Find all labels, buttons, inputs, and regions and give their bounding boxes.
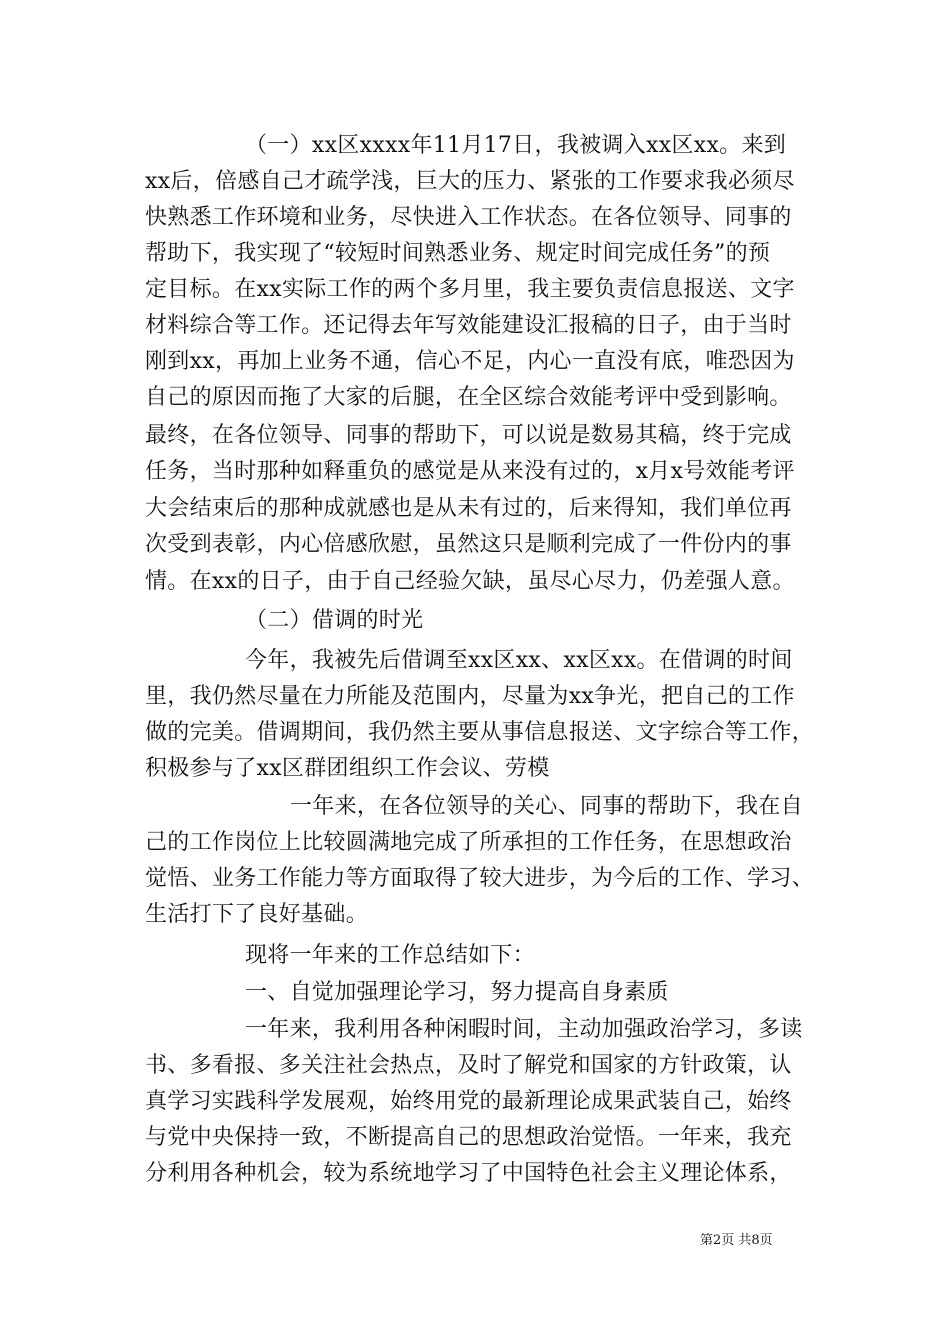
text-line-6: 材料综合等工作。还记得去年写效能建设汇报稿的日子，由于当时 <box>145 313 792 338</box>
text-line-15: 今年，我被先后借调至xx区xx、xx区xx。在借调的时间 <box>245 648 793 673</box>
text-line-5: 定目标。在xx实际工作的两个多月里，我主要负责信息报送、文字 <box>145 277 795 302</box>
text-line-18: 积极参与了xx区群团组织工作会议、劳模 <box>145 756 550 781</box>
text-line-12: 次受到表彰，内心倍感欣慰，虽然这只是顺利完成了一件份内的事 <box>145 532 792 557</box>
text-line-27: 真学习实践科学发展观，始终用党的最新理论成果武装自己，始终 <box>145 1089 792 1114</box>
section-heading-2: （二）借调的时光 <box>245 608 424 633</box>
text-line-20: 己的工作岗位上比较圆满地完成了所承担的工作任务，在思想政治 <box>145 830 792 855</box>
text-line-3: 快熟悉工作环境和业务，尽快进入工作状态。在各位领导、同事的 <box>145 205 792 230</box>
text-line-2: xx后，倍感自己才疏学浅，巨大的压力、紧张的工作要求我必须尽 <box>145 169 795 194</box>
text-line-4: 帮助下，我实现了“较短时间熟悉业务、规定时间完成任务”的预 <box>145 241 771 266</box>
text-line-16: 里，我仍然尽量在力所能及范围内，尽量为xx争光，把自己的工作 <box>145 684 795 709</box>
text-line-28: 与党中央保持一致，不断提高自己的思想政治觉悟。一年来，我充 <box>145 1125 792 1150</box>
section-heading-one: 一、自觉加强理论学习，努力提高自身素质 <box>245 980 669 1005</box>
text-line-25: 一年来，我利用各种闲暇时间，主动加强政治学习，多读 <box>245 1017 803 1042</box>
text-line-10: 任务，当时那种如释重负的感觉是从来没有过的，x月x号效能考评 <box>145 459 795 484</box>
text-line-1: （一）xx区xxxx年11月17日，我被调入xx区xx。来到 <box>245 133 787 158</box>
text-line-22: 生活打下了良好基础。 <box>145 902 369 927</box>
text-line-11: 大会结束后的那种成就感也是从未有过的，后来得知，我们单位再 <box>145 496 792 521</box>
text-line-13: 情。在xx的日子，由于自己经验欠缺，虽尽心尽力，仍差强人意。 <box>145 569 795 594</box>
page-number: 第2页 共8页 <box>700 1233 773 1248</box>
text-line-19: 一年来，在各位领导的关心、同事的帮助下，我在自 <box>290 794 803 819</box>
text-line-17: 做的完美。借调期间，我仍然主要从事信息报送、文字综合等工作， <box>145 720 815 745</box>
text-line-23: 现将一年来的工作总结如下： <box>245 943 535 968</box>
text-line-29: 分利用各种机会，较为系统地学习了中国特色社会主义理论体系， <box>145 1161 792 1186</box>
text-line-8: 自己的原因而拖了大家的后腿，在全区综合效能考评中受到影响。 <box>145 385 792 410</box>
text-line-26: 书、多看报、多关注社会热点，及时了解党和国家的方针政策，认 <box>145 1053 792 1078</box>
text-line-9: 最终，在各位领导、同事的帮助下，可以说是数易其稿，终于完成 <box>145 423 792 448</box>
text-line-21: 觉悟、业务工作能力等方面取得了较大进步，为今后的工作、学习、 <box>145 866 815 891</box>
text-line-7: 刚到xx，再加上业务不通，信心不足，内心一直没有底，唯恐因为 <box>145 349 795 374</box>
